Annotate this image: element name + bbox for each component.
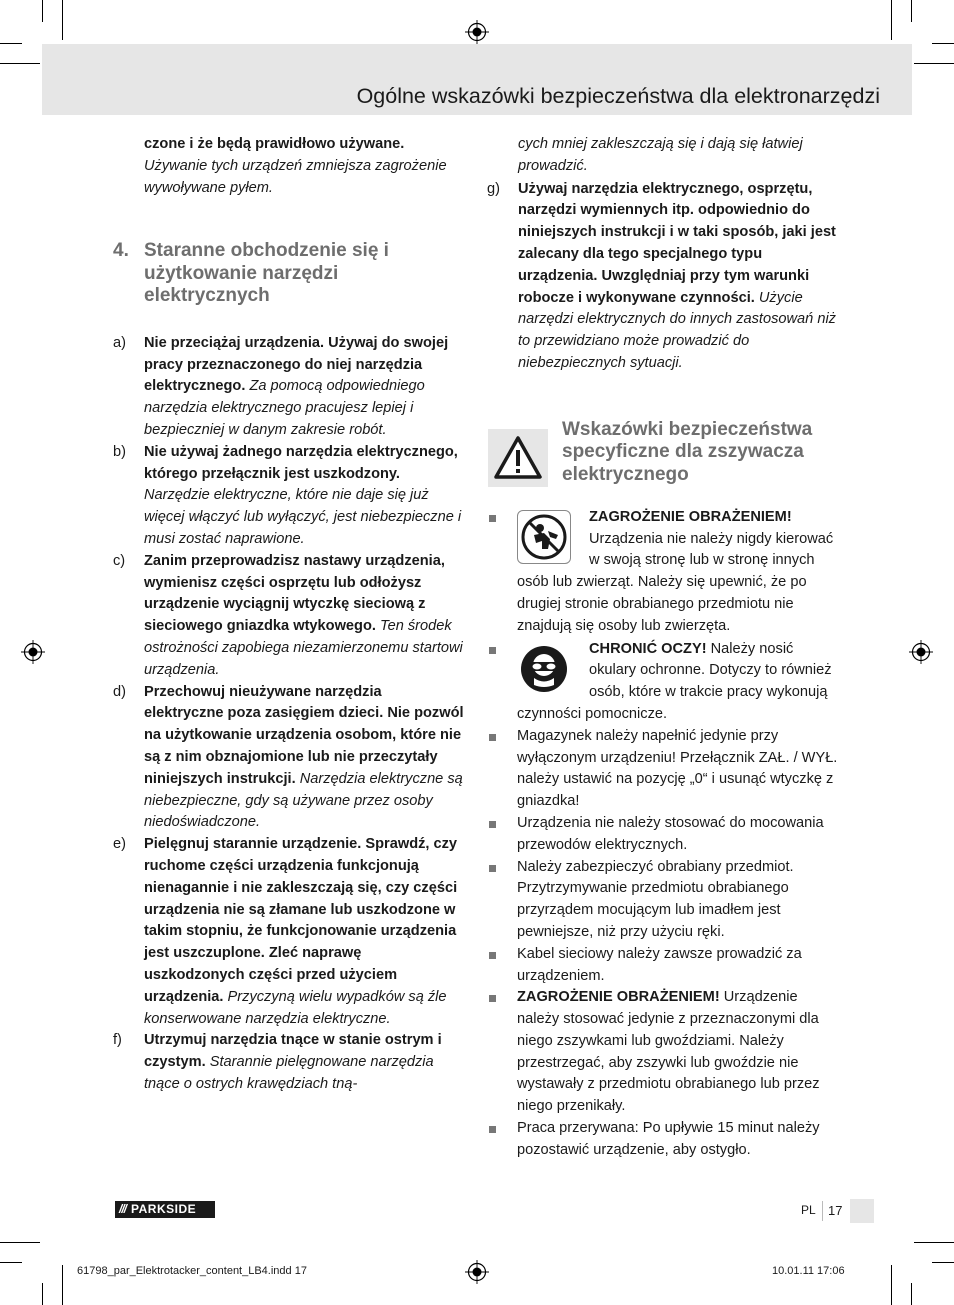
bullet-bold: CHRONIĆ OCZY! bbox=[589, 640, 707, 657]
no-pointing-at-people-icon bbox=[517, 510, 571, 564]
page-title: Ogólne wskazówki bezpieczeństwa dla elektronarzędzi bbox=[356, 84, 880, 108]
list-item bbox=[487, 726, 839, 813]
crop-mark bbox=[891, 0, 892, 40]
list-item bbox=[113, 551, 465, 682]
item-label: d) bbox=[113, 683, 126, 700]
crop-mark bbox=[42, 0, 43, 22]
crop-mark bbox=[42, 1283, 43, 1305]
item-italic: Użycie narzędzi elektrycznych do innych zastosowań niż to przewidziano może prowadzić do niebezpiecznych sytuacji. bbox=[518, 289, 836, 371]
item-label: b) bbox=[113, 443, 126, 460]
bullet-text: Należy nosić okulary ochronne. Dotyczy to również osób, które w trakcie pracy wykonują czynności pomocnicze. bbox=[517, 640, 832, 722]
item-italic: Narzędzia elektryczne są niebezpieczne, gdy są używane przez osoby niedoświadczone. bbox=[144, 770, 463, 831]
safety-goggles-icon bbox=[517, 642, 571, 696]
slug-date: 10.01.11 17:06 bbox=[772, 1265, 845, 1277]
item-bold: Pielęgnuj starannie urządzenie. Sprawdź, czy ruchome części urządzenia funkcjonują nienagannie i nie zakleszczają się, czy części urządzenia nie są złamane lub uszkodzone w takim stopniu, że funkcjonowanie urządzenia jest uszczuplone. Zleć naprawę uszkodzonych części przed użyciem urządzenia. bbox=[144, 836, 458, 1005]
bullet-text: Praca przerywana: Po upływie 15 minut należy pozostawić urządzenie, aby ostygło. bbox=[517, 1120, 820, 1158]
item-label: a) bbox=[113, 334, 126, 351]
bullet-square-icon bbox=[489, 1126, 496, 1133]
crop-mark bbox=[0, 43, 22, 44]
list-item bbox=[487, 507, 839, 638]
list-item bbox=[487, 944, 839, 988]
list-item bbox=[487, 1118, 839, 1162]
item-bold: Używaj narzędzia elektrycznego, osprzętu, narzędzi wymiennych itp. odpowiednio do niniejszych instrukcji i w taki sposób, jaki jest zalecany dla tego specjalnego typu urządzenia. Uwzględniaj przy tym warunki robocze i wykonywane czynności. bbox=[518, 180, 836, 306]
bullet-square-icon bbox=[489, 734, 496, 741]
item-label: e) bbox=[113, 836, 126, 853]
bullet-bold: ZAGROŻENIE OBRAŻENIEM! bbox=[517, 989, 720, 1006]
warning-heading bbox=[487, 417, 839, 507]
parkside-logo bbox=[115, 1201, 215, 1218]
bullet-bold: ZAGROŻENIE OBRAŻENIEM! bbox=[589, 508, 792, 525]
left-column bbox=[113, 134, 465, 1096]
registration-mark-icon bbox=[465, 1260, 489, 1284]
item-bold: Zanim przeprowadzisz nastawy urządzenia, wymienisz części osprzętu lub odłożysz urządzenie wyciągnij wtyczkę sieciową z sieciowego gniazdka wtykowego. bbox=[144, 552, 445, 635]
bullet-square-icon bbox=[489, 952, 496, 959]
section-number: 4. bbox=[113, 240, 129, 262]
section-heading bbox=[113, 240, 465, 308]
language-code: PL bbox=[801, 1203, 816, 1217]
page-number-box bbox=[790, 1199, 874, 1223]
intro-italic: Używanie tych urządzeń zmniejsza zagrożenie wywoływane pyłem. bbox=[144, 157, 447, 196]
bullet-text: Magazynek należy napełnić jedynie przy wyłączonym urządzeniu! Przełącznik ZAŁ. / WYŁ. należy ustawić na pozycję „0“ i usunąć wtyczkę z gniazdka! bbox=[517, 727, 838, 810]
item-bold: Przechowuj nieużywane narzędzia elektryczne poza zasięgiem dzieci. Nie pozwól na użytkowanie urządzenia osobom, które nie są z nim obznajomione lub nie przeczytały niniejszych instrukcji. bbox=[144, 683, 464, 787]
crop-mark bbox=[911, 0, 912, 22]
bullet-square-icon bbox=[489, 515, 496, 522]
item-bold: Utrzymuj narzędzia tnące w stanie ostrym i czystym. bbox=[144, 1032, 442, 1071]
item-label: c) bbox=[113, 552, 126, 569]
right-column bbox=[487, 134, 839, 1162]
bullet-square-icon bbox=[489, 865, 496, 872]
page-number: 17 bbox=[828, 1203, 843, 1218]
list-item bbox=[487, 179, 839, 375]
crop-mark bbox=[0, 1262, 22, 1263]
bullet-square-icon bbox=[489, 647, 496, 654]
divider bbox=[822, 1201, 823, 1221]
continued-paragraph bbox=[487, 134, 839, 178]
crop-mark bbox=[911, 1283, 912, 1305]
list-item bbox=[487, 987, 839, 1118]
crop-mark bbox=[914, 63, 954, 64]
item-label: f) bbox=[113, 1032, 122, 1049]
crop-mark bbox=[0, 1242, 40, 1243]
intro-bold: czone i że będą prawidłowo używane. bbox=[144, 136, 405, 152]
list-item bbox=[113, 442, 465, 551]
bullet-square-icon bbox=[489, 821, 496, 828]
list-item bbox=[113, 682, 465, 835]
item-label: g) bbox=[487, 180, 500, 197]
list-item bbox=[487, 813, 839, 857]
item-bold: Nie używaj żadnego narzędzia elektrycznego, którego przełącznik jest uszkodzony. bbox=[144, 443, 458, 482]
bullet-text: Urządzenie należy stosować jedynie z przeznaczonymi dla niego zszywkami lub gwoździami. Należy przestrzegać, aby zszywki lub gwoździe nie wystawały z przedmiotu obrabianego lub przez niego przenikały. bbox=[517, 989, 820, 1115]
item-italic: Za pomocą odpowiedniego narzędzia elektrycznego pracujesz lepiej i bezpieczniej w danym zakresie robót. bbox=[144, 378, 425, 439]
section-title: Staranne obchodzenie się i użytkowanie narzędzi elektrycznych bbox=[144, 240, 389, 307]
bullet-square-icon bbox=[489, 995, 496, 1002]
item-italic: Narzędzie elektryczne, które nie daje się już więcej włączyć lub wyłączyć, jest niebezpieczne i musi zostać naprawione. bbox=[144, 487, 462, 548]
crop-mark bbox=[914, 1242, 954, 1243]
registration-mark-icon bbox=[909, 640, 933, 664]
bullet-text: Należy zabezpieczyć obrabiany przedmiot. Przytrzymywanie przedmiotu obrabianego przyrządem mocującym lub imadłem jest pewniejsze, niż przy użyciu ręki. bbox=[517, 858, 794, 940]
list-item bbox=[487, 857, 839, 944]
list-item bbox=[113, 333, 465, 442]
logo-text: PARKSIDE bbox=[131, 1202, 197, 1216]
bullet-text: Urządzenia nie należy stosować do mocowania przewodów elektrycznych. bbox=[517, 814, 824, 853]
list-item bbox=[113, 1030, 465, 1095]
crop-mark bbox=[0, 63, 40, 64]
item-italic: Ten środek ostrożności zapobiega niezamierzonemu startowi urządzenia. bbox=[144, 618, 463, 678]
crop-mark bbox=[62, 0, 63, 40]
intro-paragraph bbox=[113, 134, 465, 199]
item-italic: Przyczyną wielu wypadków są źle konserwowane narzędzia elektryczne. bbox=[144, 988, 447, 1027]
warning-triangle-icon bbox=[488, 429, 548, 487]
crop-mark bbox=[932, 43, 954, 44]
page-tab bbox=[850, 1199, 874, 1223]
item-italic: Starannie pielęgnowane narzędzia tnące o ostrych krawędziach tną- bbox=[144, 1054, 434, 1092]
crop-mark bbox=[891, 1265, 892, 1305]
warning-title: Wskazówki bezpieczeństwa specyficzne dla zszywacza elektrycznego bbox=[562, 418, 813, 485]
item-bold: Nie przeciążaj urządzenia. Używaj do swojej pracy przeznaczonego do niej narzędzia elektrycznego. bbox=[144, 334, 449, 395]
list-item bbox=[113, 834, 465, 1030]
crop-mark bbox=[62, 1265, 63, 1305]
registration-mark-icon bbox=[21, 640, 45, 664]
list-item bbox=[487, 639, 839, 726]
crop-mark bbox=[932, 1262, 954, 1263]
bullet-text: Kabel sieciowy należy zawsze prowadzić za urządzeniem. bbox=[517, 945, 802, 984]
bullet-text: Urządzenia nie należy nigdy kierować w swoją stronę lub w stronę innych osób lub zwierząt. Należy się upewnić, że po drugiej stronie obrabianego przedmiotu nie znajdują się osoby lub zwierzęta. bbox=[517, 530, 834, 634]
continued-italic: cych mniej zakleszczają się i dają się łatwiej prowadzić. bbox=[518, 136, 803, 174]
slug-filename: 61798_par_Elektrotacker_content_LB4.indd 17 bbox=[77, 1265, 307, 1277]
logo-slashes: /// bbox=[119, 1202, 127, 1216]
registration-mark-icon bbox=[465, 20, 489, 44]
